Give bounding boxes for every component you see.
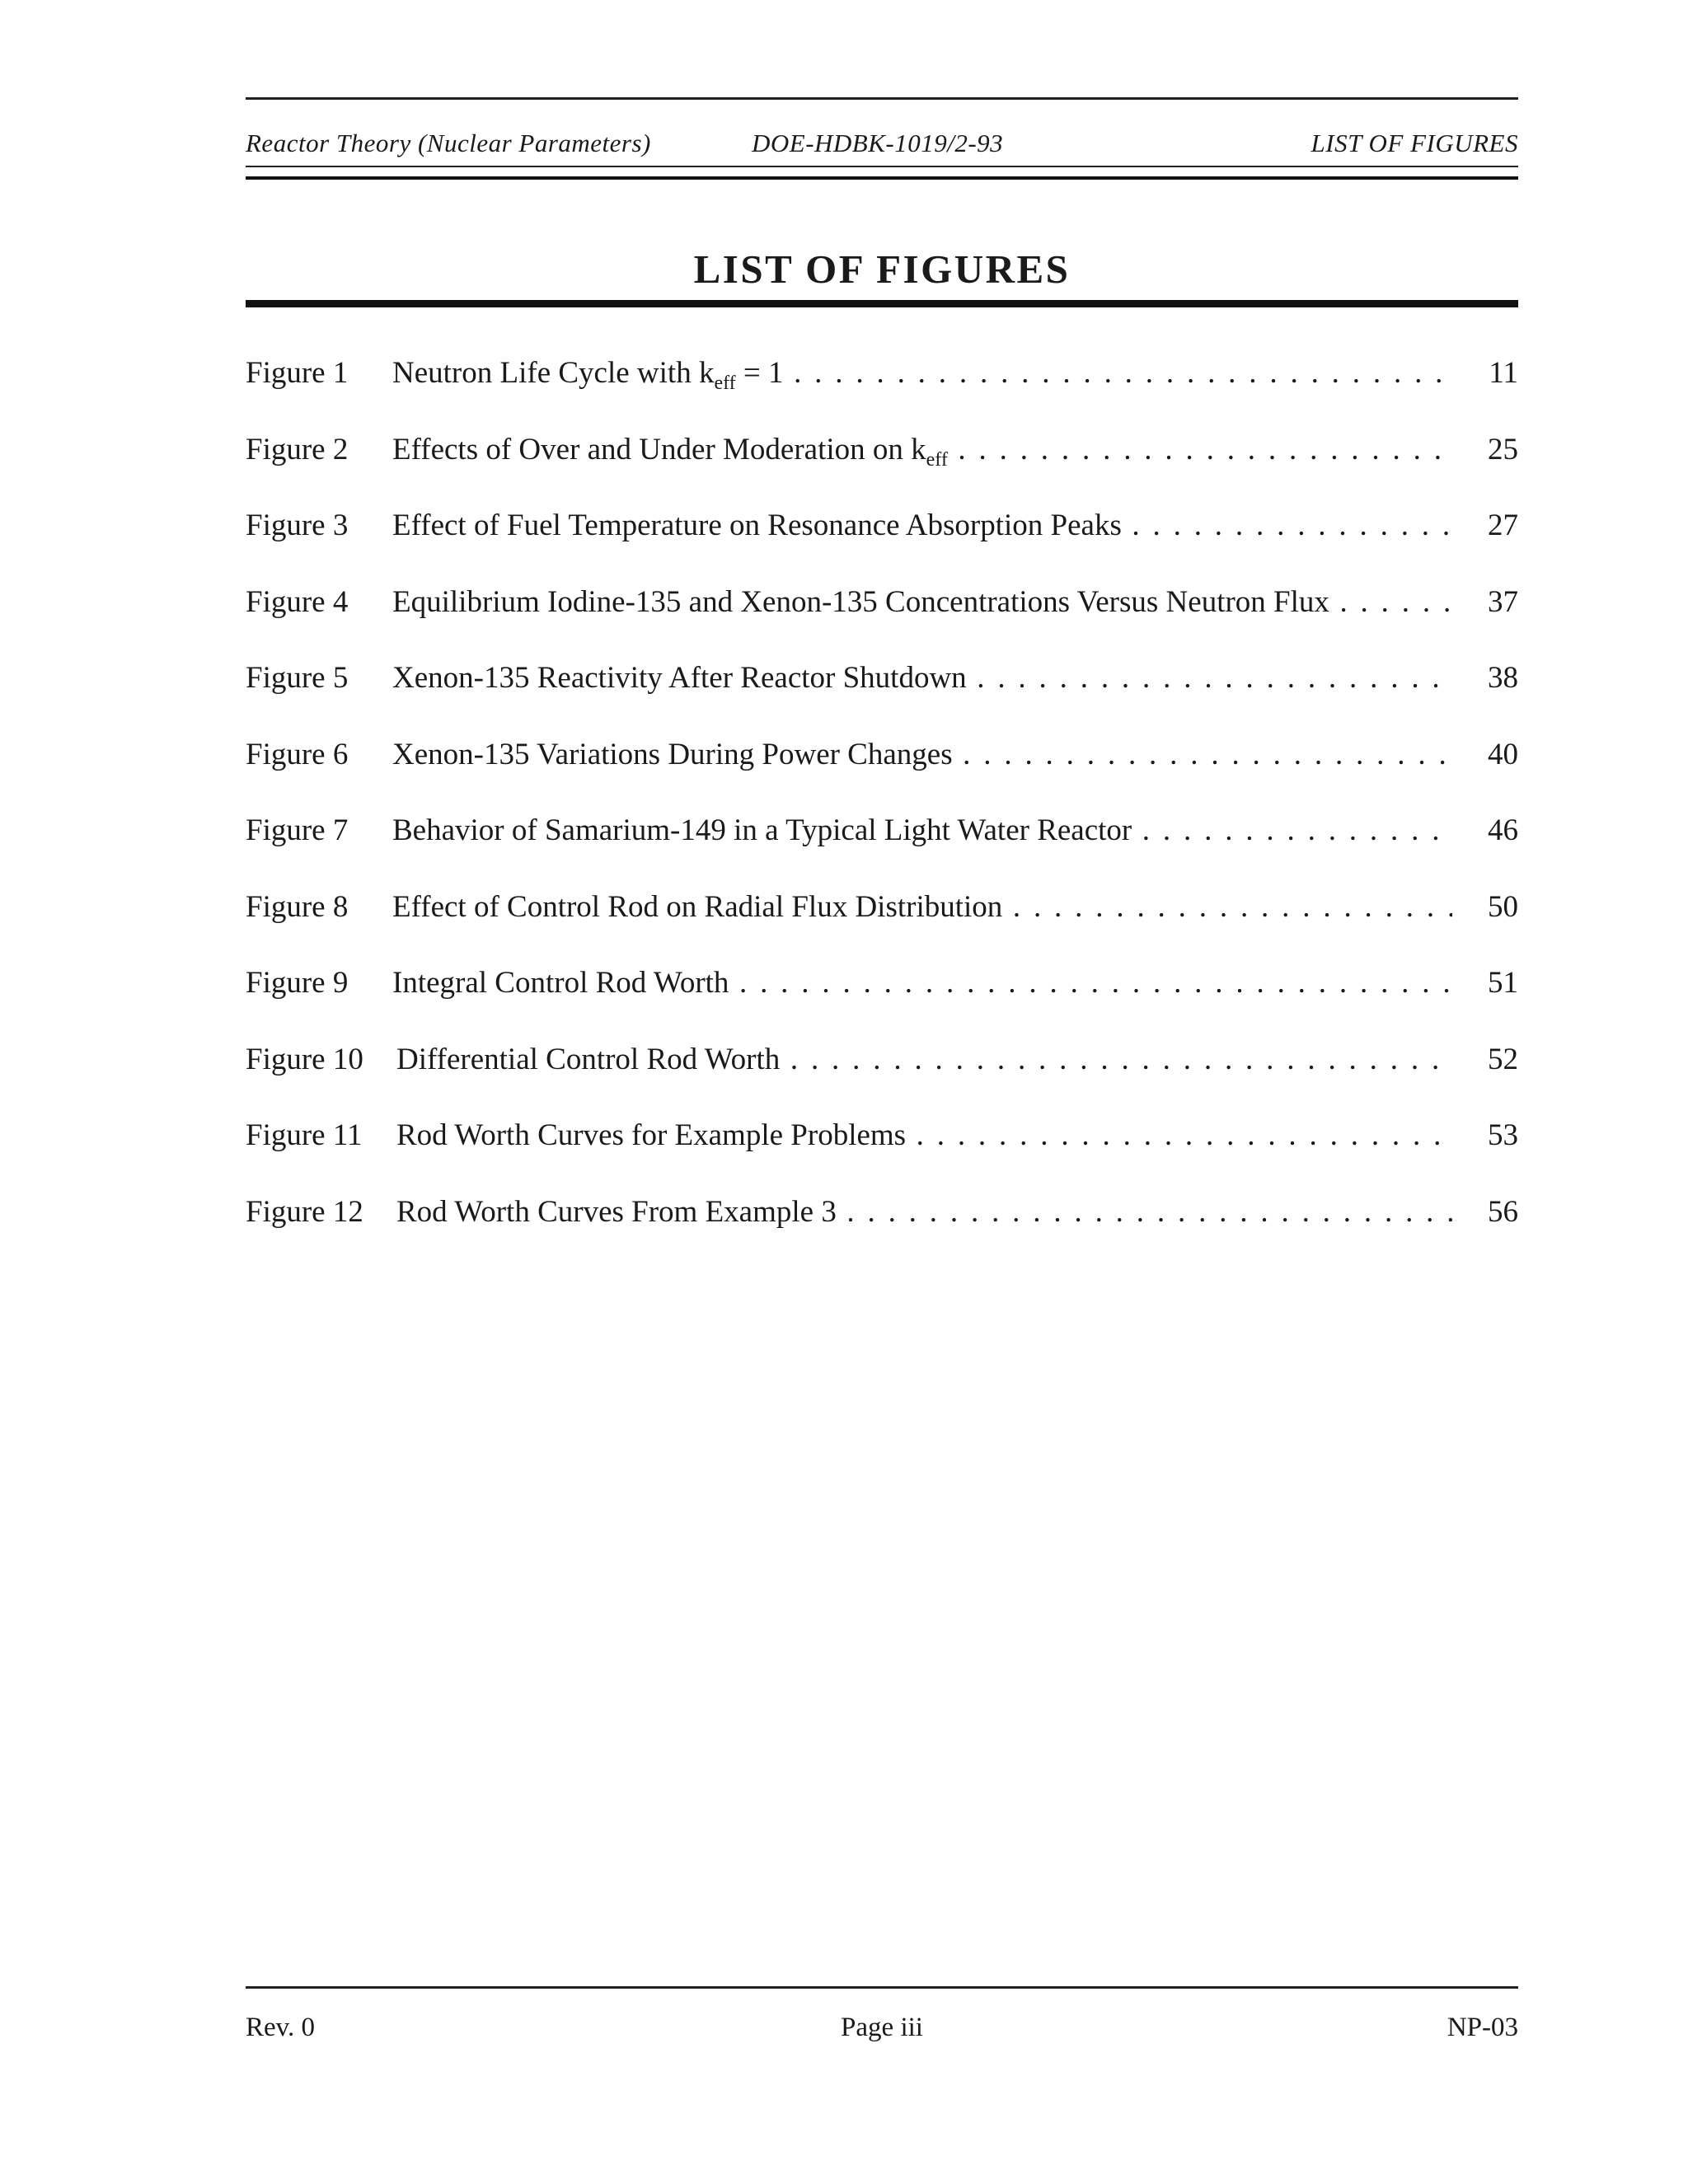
figure-entry[interactable]	[246, 808, 1518, 884]
figure-page-number: 37	[1488, 584, 1518, 619]
figure-entry[interactable]	[246, 1189, 1518, 1266]
figure-entry[interactable]	[246, 884, 1518, 961]
figure-title-text: Effects of Over and Under Moderation on k	[392, 432, 926, 466]
footer-revision: Rev. 0	[246, 2013, 316, 2042]
figure-title-text: Effect of Fuel Temperature on Resonance Absorption Peaks	[392, 509, 1122, 542]
figure-label: Figure 1	[246, 356, 349, 390]
figure-title-text: Effect of Control Rod on Radial Flux Distribution	[392, 889, 1003, 924]
figure-title-text: Neutron Life Cycle with k	[392, 356, 715, 390]
figure-title-suffix: = 1	[735, 356, 784, 390]
figure-label: Figure 10	[246, 1042, 363, 1076]
figure-page-number: 25	[1488, 432, 1518, 466]
figure-entry[interactable]	[246, 655, 1518, 732]
figure-page-number: 46	[1488, 813, 1518, 847]
figure-title-text: Xenon-135 Variations During Power Changes	[392, 737, 953, 771]
figure-title	[392, 732, 1452, 778]
figure-label: Figure 12	[246, 1194, 363, 1229]
figure-entry[interactable]	[246, 732, 1518, 808]
running-footer	[246, 2013, 1518, 2049]
figure-label: Figure 4	[246, 584, 349, 619]
figure-page-number: 27	[1488, 509, 1518, 542]
figure-label: Figure 9	[246, 966, 349, 1000]
figure-title	[392, 884, 1452, 930]
footer-rule	[246, 1986, 1518, 1989]
figure-label: Figure 8	[246, 889, 349, 924]
running-header	[246, 129, 1518, 162]
figure-entry[interactable]	[246, 350, 1518, 427]
figure-label: Figure 3	[246, 509, 349, 542]
figure-list	[246, 350, 1518, 1265]
figure-label: Figure 5	[246, 661, 349, 695]
figure-title	[392, 503, 1452, 549]
figure-title	[392, 655, 1452, 701]
figure-page-number: 56	[1488, 1194, 1518, 1229]
figure-label: Figure 2	[246, 432, 349, 466]
figure-title	[392, 579, 1452, 626]
header-section-name: LIST OF FIGURES	[1311, 129, 1518, 157]
header-bottom-rule-thin	[246, 166, 1518, 167]
figure-title-text: Rod Worth Curves for Example Problems	[396, 1118, 907, 1152]
header-bottom-rule-thick	[246, 176, 1518, 180]
figure-title	[392, 350, 1452, 396]
figure-title	[392, 960, 1452, 1006]
figure-page-number: 51	[1488, 966, 1518, 1000]
figure-label: Figure 6	[246, 737, 349, 771]
figure-entry[interactable]	[246, 1113, 1518, 1189]
figure-title-text: Differential Control Rod Worth	[396, 1042, 781, 1076]
title-rule	[246, 300, 1518, 307]
figure-page-number: 52	[1488, 1042, 1518, 1076]
figure-title-subscript: eff	[926, 448, 948, 471]
figure-title	[396, 1189, 1452, 1235]
figure-title	[392, 808, 1452, 854]
figure-label: Figure 7	[246, 813, 349, 847]
header-document-subject: Reactor Theory (Nuclear Parameters)	[246, 129, 651, 157]
figure-title	[396, 1037, 1452, 1083]
figure-title-text: Behavior of Samarium-149 in a Typical Light Water Reactor	[392, 813, 1132, 847]
footer-module-id: NP-03	[1447, 2013, 1518, 2042]
figure-title-text: Xenon-135 Reactivity After Reactor Shutdown	[392, 661, 967, 695]
footer-page-number: Page iii	[841, 2013, 923, 2042]
page-title: LIST OF FIGURES	[693, 246, 1071, 292]
figure-entry[interactable]	[246, 503, 1518, 579]
figure-page-number: 38	[1488, 661, 1518, 695]
figure-entry[interactable]	[246, 960, 1518, 1037]
figure-page-number: 50	[1488, 889, 1518, 924]
figure-title-text: Rod Worth Curves From Example 3	[396, 1194, 837, 1229]
figure-entry[interactable]	[246, 579, 1518, 656]
header-document-number: DOE-HDBK-1019/2-93	[752, 129, 1004, 157]
figure-page-number: 53	[1488, 1118, 1518, 1152]
document-page	[246, 0, 1518, 2184]
figure-title	[396, 1113, 1452, 1159]
header-top-rule	[246, 97, 1518, 100]
figure-title	[392, 427, 1452, 473]
figure-page-number: 11	[1489, 356, 1518, 390]
figure-entry[interactable]	[246, 427, 1518, 504]
figure-title-subscript: eff	[714, 373, 736, 394]
figure-page-number: 40	[1488, 737, 1518, 771]
figure-title-text: Equilibrium Iodine-135 and Xenon-135 Concentrations Versus Neutron Flux	[392, 584, 1329, 619]
figure-title-text: Integral Control Rod Worth	[392, 966, 729, 1000]
figure-entry[interactable]	[246, 1037, 1518, 1113]
figure-label: Figure 11	[246, 1118, 363, 1152]
